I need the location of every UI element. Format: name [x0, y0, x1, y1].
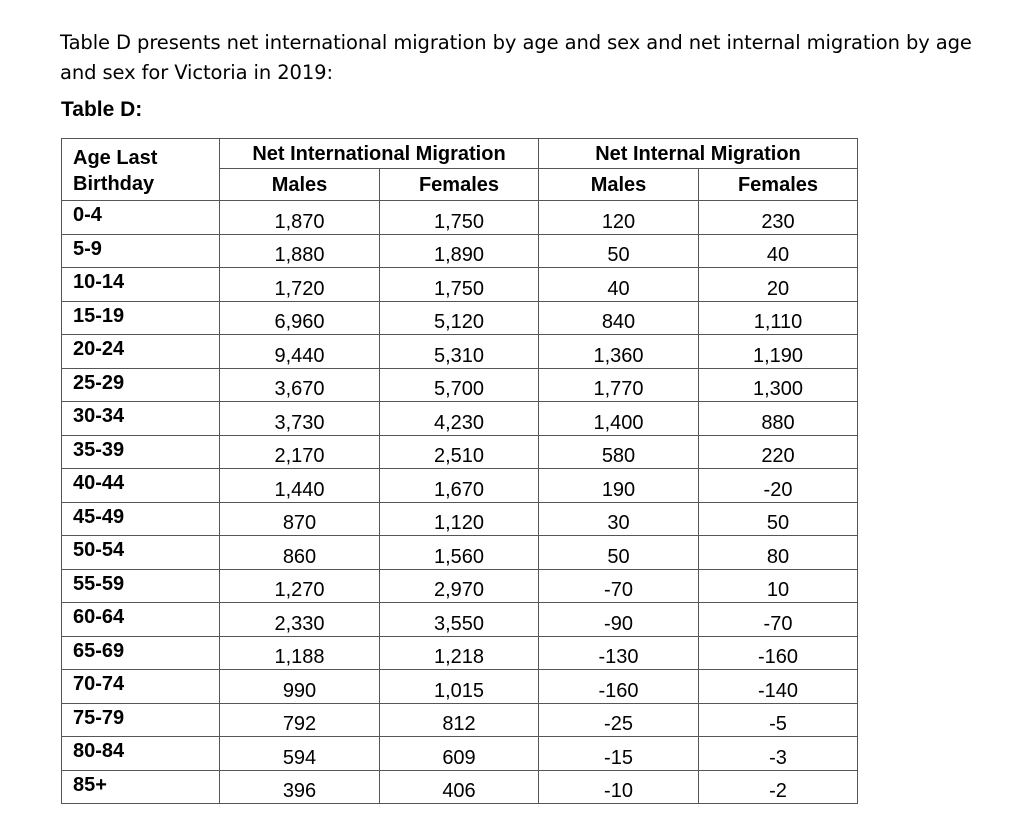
internal-males-cell: 40: [539, 268, 699, 302]
international-males-cell: 3,670: [220, 368, 380, 402]
international-females-cell: 5,700: [380, 368, 539, 402]
international-females-cell: 1,750: [380, 201, 539, 235]
internal-females-cell: 880: [699, 402, 858, 436]
table-row: [62, 536, 858, 570]
age-group-cell: 35-39: [62, 435, 220, 469]
internal-males-cell: -15: [539, 737, 699, 771]
international-males-header: Males: [220, 169, 380, 201]
internal-females-cell: -70: [699, 603, 858, 637]
age-group-cell: 0-4: [62, 201, 220, 235]
age-group-cell: 15-19: [62, 301, 220, 335]
table-row: [62, 469, 858, 503]
table-caption: Table D:: [61, 98, 143, 121]
age-group-cell: 5-9: [62, 234, 220, 268]
internal-females-cell: 1,190: [699, 335, 858, 369]
international-males-cell: 9,440: [220, 335, 380, 369]
internal-females-cell: -160: [699, 636, 858, 670]
internal-males-cell: 190: [539, 469, 699, 503]
international-females-cell: 5,120: [380, 301, 539, 335]
international-males-cell: 1,440: [220, 469, 380, 503]
table-row: [62, 435, 858, 469]
international-females-cell: 1,890: [380, 234, 539, 268]
international-females-cell: 1,560: [380, 536, 539, 570]
international-females-cell: 5,310: [380, 335, 539, 369]
age-group-cell: 70-74: [62, 670, 220, 704]
internal-males-header: Males: [539, 169, 699, 201]
international-females-cell: 1,120: [380, 502, 539, 536]
internal-males-cell: -130: [539, 636, 699, 670]
internal-males-cell: 1,770: [539, 368, 699, 402]
table-body: [62, 201, 858, 804]
internal-females-cell: -3: [699, 737, 858, 771]
international-females-cell: 3,550: [380, 603, 539, 637]
age-group-cell: 50-54: [62, 536, 220, 570]
international-males-cell: 1,870: [220, 201, 380, 235]
table-row: [62, 603, 858, 637]
migration-table: [61, 138, 858, 804]
international-females-header: Females: [380, 169, 539, 201]
age-group-cell: 60-64: [62, 603, 220, 637]
international-males-cell: 2,170: [220, 435, 380, 469]
internal-migration-header: Net Internal Migration: [539, 139, 858, 169]
international-males-cell: 792: [220, 703, 380, 737]
internal-females-header: Females: [699, 169, 858, 201]
international-males-cell: 3,730: [220, 402, 380, 436]
internal-females-cell: -140: [699, 670, 858, 704]
table-row: [62, 368, 858, 402]
table-row: [62, 268, 858, 302]
international-males-cell: 594: [220, 737, 380, 771]
internal-females-cell: -5: [699, 703, 858, 737]
internal-males-cell: -160: [539, 670, 699, 704]
table-row: [62, 402, 858, 436]
age-group-cell: 55-59: [62, 569, 220, 603]
internal-males-cell: 580: [539, 435, 699, 469]
international-females-cell: 1,218: [380, 636, 539, 670]
international-males-cell: 1,188: [220, 636, 380, 670]
internal-females-cell: 50: [699, 502, 858, 536]
table-group-header-row: [62, 139, 858, 169]
internal-females-cell: 220: [699, 435, 858, 469]
age-group-cell: 30-34: [62, 402, 220, 436]
age-group-cell: 40-44: [62, 469, 220, 503]
internal-females-cell: -2: [699, 770, 858, 804]
table-row: [62, 737, 858, 771]
intro-paragraph: Table D presents net international migration by age and sex and net internal migration by age and sex for Victoria in 2019:: [60, 30, 972, 84]
international-migration-header: Net International Migration: [220, 139, 539, 169]
internal-males-cell: -25: [539, 703, 699, 737]
international-males-cell: 396: [220, 770, 380, 804]
international-females-cell: 4,230: [380, 402, 539, 436]
age-group-cell: 20-24: [62, 335, 220, 369]
table-row: [62, 502, 858, 536]
international-males-cell: 6,960: [220, 301, 380, 335]
table-row: [62, 335, 858, 369]
international-males-cell: 1,270: [220, 569, 380, 603]
internal-males-cell: 120: [539, 201, 699, 235]
internal-males-cell: -10: [539, 770, 699, 804]
table-row: [62, 770, 858, 804]
internal-males-cell: 30: [539, 502, 699, 536]
international-males-cell: 860: [220, 536, 380, 570]
internal-males-cell: 840: [539, 301, 699, 335]
age-group-cell: 45-49: [62, 502, 220, 536]
table-row: [62, 201, 858, 235]
internal-females-cell: 230: [699, 201, 858, 235]
international-males-cell: 2,330: [220, 603, 380, 637]
internal-males-cell: -70: [539, 569, 699, 603]
table-row: [62, 301, 858, 335]
age-group-cell: 10-14: [62, 268, 220, 302]
international-females-cell: 609: [380, 737, 539, 771]
international-females-cell: 812: [380, 703, 539, 737]
age-column-header: [62, 139, 220, 201]
internal-females-cell: 20: [699, 268, 858, 302]
international-males-cell: 870: [220, 502, 380, 536]
international-females-cell: 406: [380, 770, 539, 804]
internal-females-cell: 1,300: [699, 368, 858, 402]
internal-males-cell: 1,400: [539, 402, 699, 436]
internal-males-cell: -90: [539, 603, 699, 637]
internal-males-cell: 50: [539, 234, 699, 268]
international-females-cell: 2,970: [380, 569, 539, 603]
age-header-line2: Birthday: [73, 173, 155, 195]
internal-females-cell: 40: [699, 234, 858, 268]
international-males-cell: 990: [220, 670, 380, 704]
international-females-cell: 1,750: [380, 268, 539, 302]
internal-females-cell: 1,110: [699, 301, 858, 335]
international-males-cell: 1,720: [220, 268, 380, 302]
table-row: [62, 636, 858, 670]
table-row: [62, 670, 858, 704]
age-group-cell: 25-29: [62, 368, 220, 402]
age-header-line1: Age Last: [73, 147, 158, 169]
international-females-cell: 2,510: [380, 435, 539, 469]
internal-females-cell: 80: [699, 536, 858, 570]
table-row: [62, 703, 858, 737]
internal-females-cell: -20: [699, 469, 858, 503]
age-group-cell: 80-84: [62, 737, 220, 771]
international-females-cell: 1,670: [380, 469, 539, 503]
internal-males-cell: 50: [539, 536, 699, 570]
table-row: [62, 569, 858, 603]
table-row: [62, 234, 858, 268]
age-group-cell: 85+: [62, 770, 220, 804]
age-group-cell: 75-79: [62, 703, 220, 737]
internal-females-cell: 10: [699, 569, 858, 603]
age-group-cell: 65-69: [62, 636, 220, 670]
international-females-cell: 1,015: [380, 670, 539, 704]
international-males-cell: 1,880: [220, 234, 380, 268]
internal-males-cell: 1,360: [539, 335, 699, 369]
